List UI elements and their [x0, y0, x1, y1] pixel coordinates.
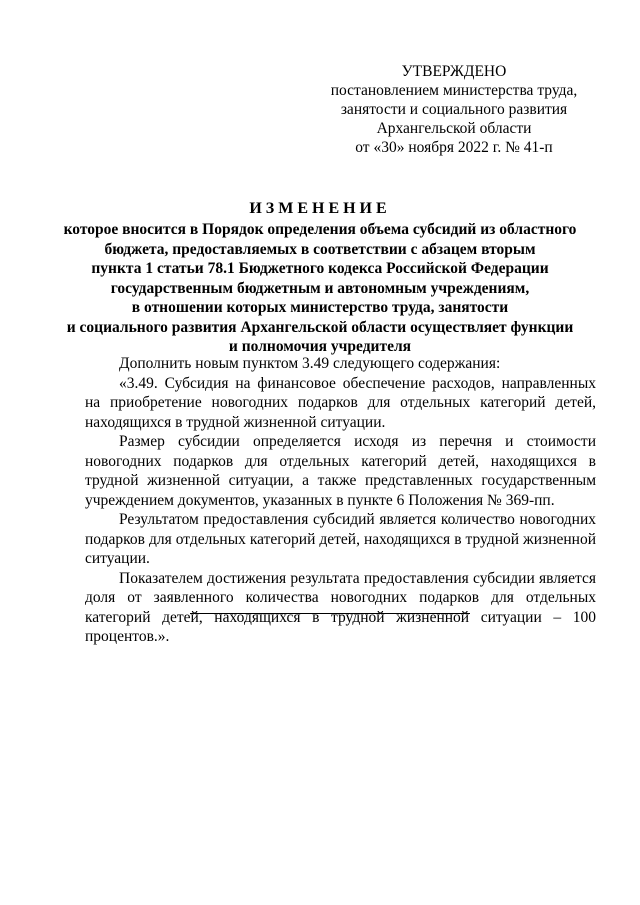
document-body — [85, 354, 596, 647]
body-paragraph: Результатом предоставления субсидий является количество новогодних подарков для отдельных категорий детей, находящихся в трудной жизненной ситуации. — [85, 511, 596, 567]
body-paragraph: Дополнить новым пунктом 3.49 следующего содержания: — [119, 355, 501, 372]
approval-stamp — [318, 62, 590, 157]
approval-line: Архангельской области — [376, 120, 532, 137]
approval-line: занятости и социального развития — [340, 101, 568, 118]
subtitle-line: государственным бюджетным и автономным учреждениям, — [110, 279, 530, 297]
subtitle-line: пункта 1 статьи 78.1 Бюджетного кодекса Российской Федерации — [91, 260, 549, 277]
subtitle-line: и социального развития Архангельской области осуществляет функции — [66, 318, 574, 336]
subtitle-line: в отношении которых министерство труда, занятости — [131, 299, 509, 316]
body-paragraph: Показателем достижения результата предоставления субсидии является доля от заявленного количества новогодних подарков для отдельных категорий детей, находящихся в трудной жизненной ситуации – 100 процентов.». — [85, 569, 596, 645]
document-subtitle — [60, 220, 580, 357]
closing-rule — [190, 613, 470, 614]
subtitle-line: и полномочия учредителя — [228, 338, 412, 355]
body-paragraph: Размер субсидии определяется исходя из перечня и стоимости новогодних подарков для отдельных категорий детей, находящихся в трудной жизненной ситуации, а также представленных государственным учреждением документов, указанных в пункте 6 Положения № 369-пп. — [85, 433, 596, 509]
approval-line: постановлением министерства труда, — [330, 82, 578, 99]
approval-title: УТВЕРЖДЕНО — [401, 63, 507, 80]
subtitle-line: бюджета, предоставляемых в соответствии с абзацем вторым — [104, 240, 536, 258]
body-paragraph: «3.49. Субсидия на финансовое обеспечение расходов, направленных на приобретение новогодних подарков для отдельных категорий детей, находящихся в трудной жизненной ситуации. — [85, 374, 596, 431]
subtitle-line: которое вносится в Порядок определения объема субсидий из областного — [63, 221, 577, 238]
document-title: ИЗМЕНЕНИЕ — [249, 200, 391, 217]
approval-date: от «30» ноября 2022 г. № 41-п — [355, 139, 553, 156]
